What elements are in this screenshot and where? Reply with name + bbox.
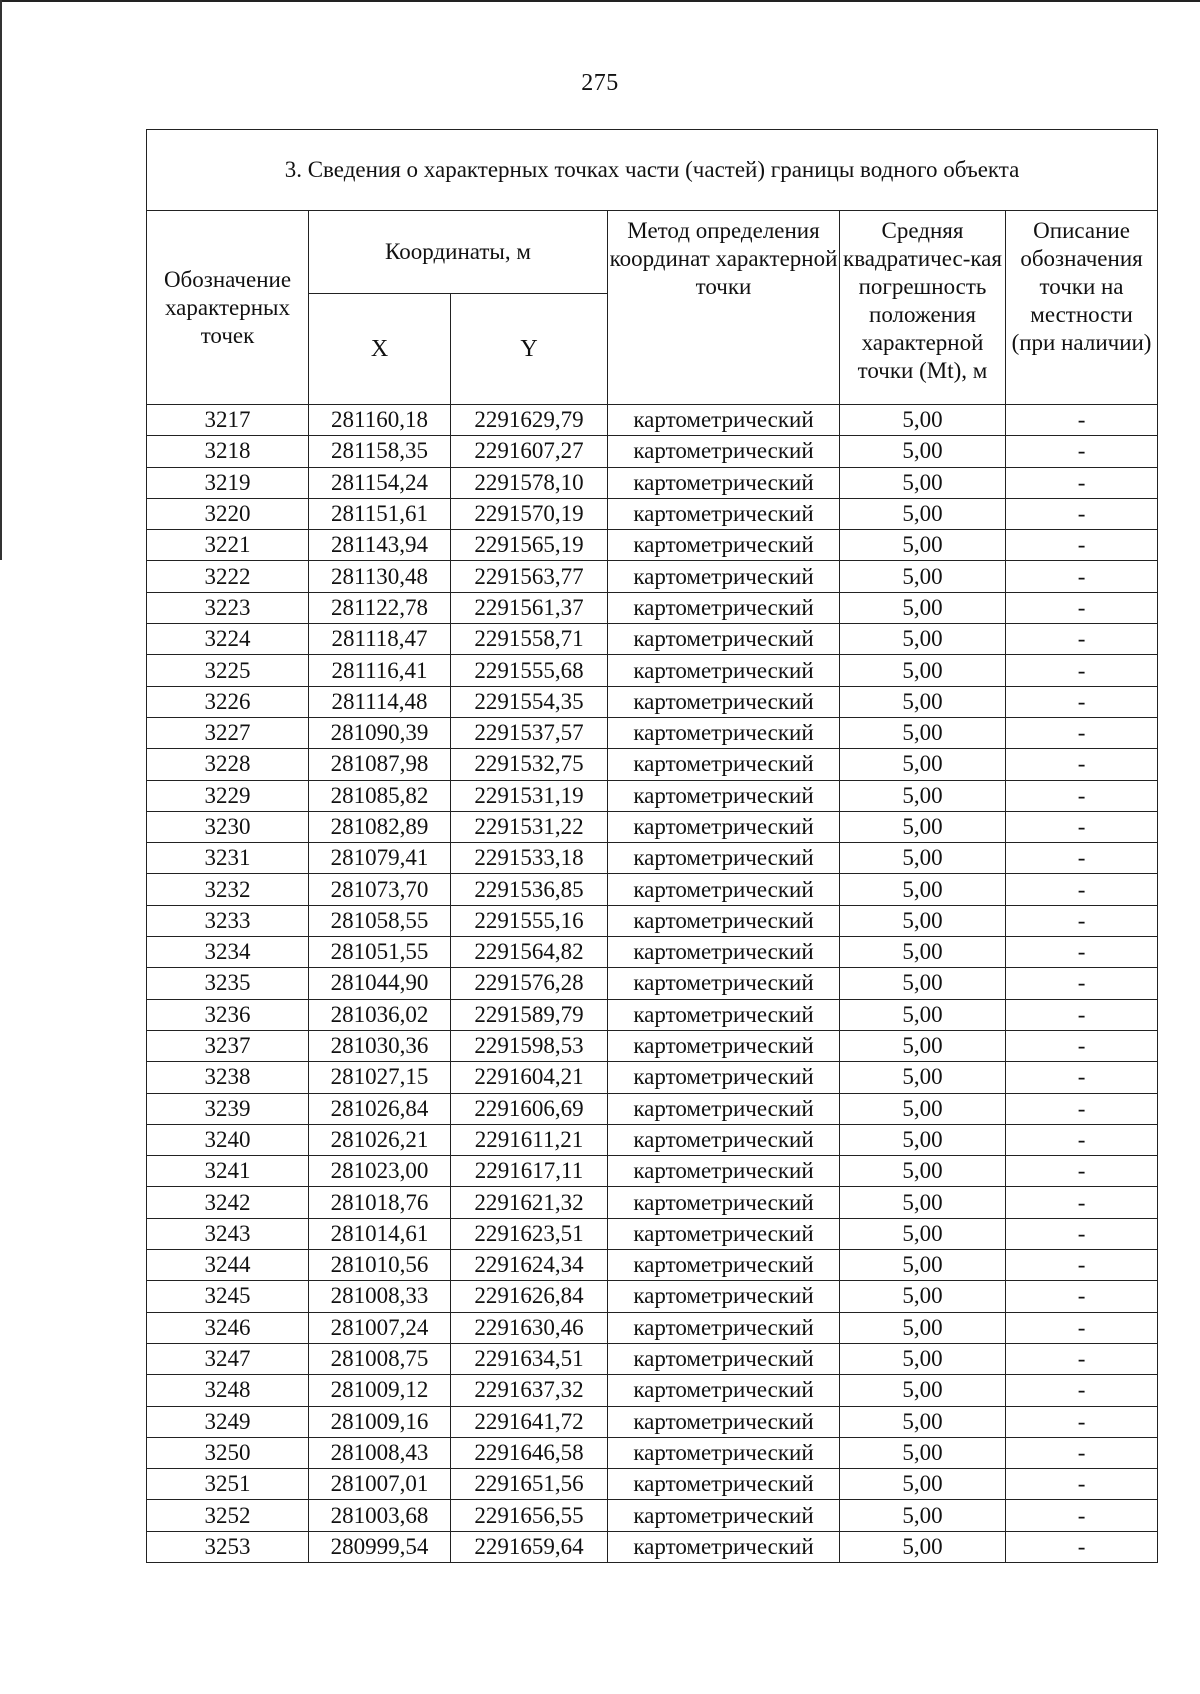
cell-x: 281003,68 bbox=[309, 1500, 451, 1531]
table-row bbox=[147, 905, 1158, 936]
cell-point: 3231 bbox=[147, 843, 309, 874]
cell-x: 281130,48 bbox=[309, 561, 451, 592]
cell-x: 281114,48 bbox=[309, 686, 451, 717]
cell-error: 5,00 bbox=[840, 780, 1006, 811]
table-body bbox=[147, 405, 1158, 1563]
table-row bbox=[147, 655, 1158, 686]
cell-description: - bbox=[1006, 1030, 1158, 1061]
cell-point: 3227 bbox=[147, 717, 309, 748]
cell-description: - bbox=[1006, 1218, 1158, 1249]
cell-method: картометрический bbox=[608, 624, 840, 655]
cell-x: 281116,41 bbox=[309, 655, 451, 686]
cell-method: картометрический bbox=[608, 436, 840, 467]
cell-y: 2291536,85 bbox=[451, 874, 608, 905]
cell-method: картометрический bbox=[608, 1343, 840, 1374]
cell-x: 281023,00 bbox=[309, 1156, 451, 1187]
table-row bbox=[147, 843, 1158, 874]
cell-method: картометрический bbox=[608, 405, 840, 436]
cell-x: 281008,43 bbox=[309, 1437, 451, 1468]
table-row bbox=[147, 999, 1158, 1030]
cell-point: 3219 bbox=[147, 467, 309, 498]
cell-error: 5,00 bbox=[840, 1187, 1006, 1218]
cell-point: 3238 bbox=[147, 1062, 309, 1093]
table-row bbox=[147, 624, 1158, 655]
cell-y: 2291537,57 bbox=[451, 717, 608, 748]
cell-description: - bbox=[1006, 592, 1158, 623]
header-x: X bbox=[309, 294, 451, 405]
cell-point: 3250 bbox=[147, 1437, 309, 1468]
page-number: 275 bbox=[581, 70, 619, 96]
cell-method: картометрический bbox=[608, 1250, 840, 1281]
cell-point: 3237 bbox=[147, 1030, 309, 1061]
cell-y: 2291624,34 bbox=[451, 1250, 608, 1281]
table-row bbox=[147, 717, 1158, 748]
cell-y: 2291626,84 bbox=[451, 1281, 608, 1312]
cell-description: - bbox=[1006, 999, 1158, 1030]
cell-description: - bbox=[1006, 1500, 1158, 1531]
cell-x: 281160,18 bbox=[309, 405, 451, 436]
cell-description: - bbox=[1006, 1156, 1158, 1187]
cell-point: 3240 bbox=[147, 1124, 309, 1155]
cell-error: 5,00 bbox=[840, 968, 1006, 999]
cell-x: 281073,70 bbox=[309, 874, 451, 905]
cell-y: 2291606,69 bbox=[451, 1093, 608, 1124]
cell-method: картометрический bbox=[608, 498, 840, 529]
cell-y: 2291659,64 bbox=[451, 1531, 608, 1562]
cell-method: картометрический bbox=[608, 1531, 840, 1562]
cell-error: 5,00 bbox=[840, 467, 1006, 498]
cell-x: 281122,78 bbox=[309, 592, 451, 623]
cell-y: 2291564,82 bbox=[451, 937, 608, 968]
cell-description: - bbox=[1006, 624, 1158, 655]
cell-error: 5,00 bbox=[840, 1124, 1006, 1155]
cell-point: 3252 bbox=[147, 1500, 309, 1531]
cell-method: картометрический bbox=[608, 811, 840, 842]
table-row bbox=[147, 1187, 1158, 1218]
cell-method: картометрический bbox=[608, 1124, 840, 1155]
cell-method: картометрический bbox=[608, 467, 840, 498]
cell-description: - bbox=[1006, 905, 1158, 936]
cell-error: 5,00 bbox=[840, 1343, 1006, 1374]
cell-error: 5,00 bbox=[840, 1281, 1006, 1312]
cell-description: - bbox=[1006, 717, 1158, 748]
cell-x: 281158,35 bbox=[309, 436, 451, 467]
cell-x: 281058,55 bbox=[309, 905, 451, 936]
table-row bbox=[147, 1531, 1158, 1562]
cell-method: картометрический bbox=[608, 843, 840, 874]
cell-y: 2291634,51 bbox=[451, 1343, 608, 1374]
cell-y: 2291630,46 bbox=[451, 1312, 608, 1343]
cell-error: 5,00 bbox=[840, 436, 1006, 467]
cell-description: - bbox=[1006, 1312, 1158, 1343]
table-row bbox=[147, 1093, 1158, 1124]
section-title: 3. Сведения о характерных точках части (частей) границы водного объекта bbox=[147, 130, 1158, 211]
cell-y: 2291563,77 bbox=[451, 561, 608, 592]
table-row bbox=[147, 592, 1158, 623]
cell-error: 5,00 bbox=[840, 999, 1006, 1030]
cell-description: - bbox=[1006, 1187, 1158, 1218]
cell-x: 281008,33 bbox=[309, 1281, 451, 1312]
cell-y: 2291651,56 bbox=[451, 1469, 608, 1500]
cell-y: 2291637,32 bbox=[451, 1375, 608, 1406]
cell-x: 281030,36 bbox=[309, 1030, 451, 1061]
cell-x: 281010,56 bbox=[309, 1250, 451, 1281]
header-method: Метод определения координат характерной точки bbox=[608, 211, 840, 405]
cell-error: 5,00 bbox=[840, 1406, 1006, 1437]
cell-description: - bbox=[1006, 1469, 1158, 1500]
table-row bbox=[147, 1500, 1158, 1531]
cell-description: - bbox=[1006, 1437, 1158, 1468]
table-row bbox=[147, 1375, 1158, 1406]
cell-point: 3243 bbox=[147, 1218, 309, 1249]
cell-error: 5,00 bbox=[840, 498, 1006, 529]
cell-y: 2291629,79 bbox=[451, 405, 608, 436]
cell-x: 281026,84 bbox=[309, 1093, 451, 1124]
cell-y: 2291555,16 bbox=[451, 905, 608, 936]
cell-description: - bbox=[1006, 561, 1158, 592]
cell-y: 2291554,35 bbox=[451, 686, 608, 717]
cell-error: 5,00 bbox=[840, 561, 1006, 592]
cell-error: 5,00 bbox=[840, 1218, 1006, 1249]
cell-description: - bbox=[1006, 843, 1158, 874]
cell-description: - bbox=[1006, 749, 1158, 780]
cell-error: 5,00 bbox=[840, 592, 1006, 623]
header-description: Описание обозначения точки на местности (при наличии) bbox=[1006, 211, 1158, 405]
table-row bbox=[147, 968, 1158, 999]
cell-y: 2291611,21 bbox=[451, 1124, 608, 1155]
cell-point: 3226 bbox=[147, 686, 309, 717]
cell-method: картометрический bbox=[608, 1187, 840, 1218]
cell-description: - bbox=[1006, 1406, 1158, 1437]
cell-error: 5,00 bbox=[840, 717, 1006, 748]
cell-x: 281151,61 bbox=[309, 498, 451, 529]
cell-method: картометрический bbox=[608, 968, 840, 999]
cell-description: - bbox=[1006, 655, 1158, 686]
cell-y: 2291656,55 bbox=[451, 1500, 608, 1531]
cell-y: 2291532,75 bbox=[451, 749, 608, 780]
cell-point: 3224 bbox=[147, 624, 309, 655]
cell-description: - bbox=[1006, 937, 1158, 968]
cell-point: 3248 bbox=[147, 1375, 309, 1406]
cell-point: 3251 bbox=[147, 1469, 309, 1500]
cell-method: картометрический bbox=[608, 1062, 840, 1093]
cell-method: картометрический bbox=[608, 1406, 840, 1437]
cell-point: 3222 bbox=[147, 561, 309, 592]
cell-x: 281009,16 bbox=[309, 1406, 451, 1437]
cell-error: 5,00 bbox=[840, 1500, 1006, 1531]
cell-description: - bbox=[1006, 811, 1158, 842]
cell-x: 281051,55 bbox=[309, 937, 451, 968]
header-point-label: Обозначение характерных точек bbox=[147, 211, 309, 405]
table-row bbox=[147, 874, 1158, 905]
cell-method: картометрический bbox=[608, 530, 840, 561]
cell-point: 3242 bbox=[147, 1187, 309, 1218]
cell-method: картометрический bbox=[608, 937, 840, 968]
cell-point: 3253 bbox=[147, 1531, 309, 1562]
table-row bbox=[147, 686, 1158, 717]
cell-y: 2291570,19 bbox=[451, 498, 608, 529]
cell-error: 5,00 bbox=[840, 1312, 1006, 1343]
cell-x: 281085,82 bbox=[309, 780, 451, 811]
cell-point: 3233 bbox=[147, 905, 309, 936]
cell-x: 281118,47 bbox=[309, 624, 451, 655]
table-row bbox=[147, 498, 1158, 529]
cell-y: 2291558,71 bbox=[451, 624, 608, 655]
cell-error: 5,00 bbox=[840, 655, 1006, 686]
cell-error: 5,00 bbox=[840, 874, 1006, 905]
cell-description: - bbox=[1006, 467, 1158, 498]
cell-error: 5,00 bbox=[840, 1156, 1006, 1187]
cell-method: картометрический bbox=[608, 1469, 840, 1500]
cell-point: 3244 bbox=[147, 1250, 309, 1281]
cell-point: 3220 bbox=[147, 498, 309, 529]
table-row bbox=[147, 1156, 1158, 1187]
cell-error: 5,00 bbox=[840, 686, 1006, 717]
cell-x: 281007,01 bbox=[309, 1469, 451, 1500]
table-row bbox=[147, 1281, 1158, 1312]
cell-point: 3223 bbox=[147, 592, 309, 623]
table-row bbox=[147, 1250, 1158, 1281]
cell-point: 3247 bbox=[147, 1343, 309, 1374]
cell-x: 281009,12 bbox=[309, 1375, 451, 1406]
cell-description: - bbox=[1006, 1531, 1158, 1562]
cell-y: 2291565,19 bbox=[451, 530, 608, 561]
cell-x: 281090,39 bbox=[309, 717, 451, 748]
cell-y: 2291617,11 bbox=[451, 1156, 608, 1187]
cell-point: 3229 bbox=[147, 780, 309, 811]
cell-y: 2291641,72 bbox=[451, 1406, 608, 1437]
cell-x: 281027,15 bbox=[309, 1062, 451, 1093]
table-row bbox=[147, 1062, 1158, 1093]
cell-error: 5,00 bbox=[840, 1469, 1006, 1500]
cell-point: 3228 bbox=[147, 749, 309, 780]
cell-x: 281154,24 bbox=[309, 467, 451, 498]
section-title-row bbox=[147, 130, 1158, 211]
cell-method: картометрический bbox=[608, 1218, 840, 1249]
header-coordinates: Координаты, м bbox=[309, 211, 608, 294]
table-row bbox=[147, 1343, 1158, 1374]
scan-edge-top bbox=[0, 0, 1200, 2]
cell-method: картометрический bbox=[608, 561, 840, 592]
cell-x: 281044,90 bbox=[309, 968, 451, 999]
cell-description: - bbox=[1006, 1343, 1158, 1374]
cell-description: - bbox=[1006, 530, 1158, 561]
cell-error: 5,00 bbox=[840, 624, 1006, 655]
cell-point: 3235 bbox=[147, 968, 309, 999]
cell-y: 2291531,19 bbox=[451, 780, 608, 811]
cell-y: 2291607,27 bbox=[451, 436, 608, 467]
cell-method: картометрический bbox=[608, 717, 840, 748]
cell-x: 281007,24 bbox=[309, 1312, 451, 1343]
cell-description: - bbox=[1006, 1281, 1158, 1312]
cell-error: 5,00 bbox=[840, 1093, 1006, 1124]
header-row bbox=[147, 211, 1158, 294]
cell-method: картометрический bbox=[608, 780, 840, 811]
cell-point: 3230 bbox=[147, 811, 309, 842]
header-y: Y bbox=[451, 294, 608, 405]
cell-point: 3236 bbox=[147, 999, 309, 1030]
cell-x: 280999,54 bbox=[309, 1531, 451, 1562]
cell-y: 2291533,18 bbox=[451, 843, 608, 874]
cell-description: - bbox=[1006, 874, 1158, 905]
cell-method: картометрический bbox=[608, 749, 840, 780]
table-row bbox=[147, 780, 1158, 811]
cell-method: картометрический bbox=[608, 1500, 840, 1531]
cell-x: 281014,61 bbox=[309, 1218, 451, 1249]
cell-x: 281087,98 bbox=[309, 749, 451, 780]
table-row bbox=[147, 467, 1158, 498]
table-row bbox=[147, 937, 1158, 968]
cell-x: 281036,02 bbox=[309, 999, 451, 1030]
table-row bbox=[147, 1312, 1158, 1343]
cell-error: 5,00 bbox=[840, 937, 1006, 968]
cell-y: 2291623,51 bbox=[451, 1218, 608, 1249]
cell-x: 281079,41 bbox=[309, 843, 451, 874]
cell-point: 3246 bbox=[147, 1312, 309, 1343]
cell-error: 5,00 bbox=[840, 530, 1006, 561]
cell-description: - bbox=[1006, 405, 1158, 436]
cell-x: 281082,89 bbox=[309, 811, 451, 842]
cell-method: картометрический bbox=[608, 1281, 840, 1312]
table-row bbox=[147, 1406, 1158, 1437]
cell-method: картометрический bbox=[608, 1437, 840, 1468]
cell-error: 5,00 bbox=[840, 905, 1006, 936]
cell-method: картометрический bbox=[608, 655, 840, 686]
cell-point: 3249 bbox=[147, 1406, 309, 1437]
cell-description: - bbox=[1006, 1375, 1158, 1406]
cell-method: картометрический bbox=[608, 592, 840, 623]
cell-point: 3225 bbox=[147, 655, 309, 686]
cell-y: 2291561,37 bbox=[451, 592, 608, 623]
cell-y: 2291576,28 bbox=[451, 968, 608, 999]
cell-y: 2291531,22 bbox=[451, 811, 608, 842]
cell-description: - bbox=[1006, 498, 1158, 529]
cell-description: - bbox=[1006, 1062, 1158, 1093]
cell-error: 5,00 bbox=[840, 843, 1006, 874]
cell-error: 5,00 bbox=[840, 1030, 1006, 1061]
cell-point: 3245 bbox=[147, 1281, 309, 1312]
cell-description: - bbox=[1006, 968, 1158, 999]
cell-y: 2291589,79 bbox=[451, 999, 608, 1030]
cell-point: 3239 bbox=[147, 1093, 309, 1124]
cell-x: 281143,94 bbox=[309, 530, 451, 561]
table-row bbox=[147, 811, 1158, 842]
cell-method: картометрический bbox=[608, 1156, 840, 1187]
cell-description: - bbox=[1006, 686, 1158, 717]
cell-method: картометрический bbox=[608, 1312, 840, 1343]
cell-point: 3234 bbox=[147, 937, 309, 968]
cell-method: картометрический bbox=[608, 1030, 840, 1061]
cell-y: 2291555,68 bbox=[451, 655, 608, 686]
table-row bbox=[147, 1218, 1158, 1249]
cell-error: 5,00 bbox=[840, 811, 1006, 842]
cell-y: 2291604,21 bbox=[451, 1062, 608, 1093]
table-row bbox=[147, 1469, 1158, 1500]
cell-description: - bbox=[1006, 1124, 1158, 1155]
header-error: Средняя квадратичес-кая погрешность положения характерной точки (Mt), м bbox=[840, 211, 1006, 405]
cell-error: 5,00 bbox=[840, 1375, 1006, 1406]
table-row bbox=[147, 405, 1158, 436]
cell-error: 5,00 bbox=[840, 1250, 1006, 1281]
boundary-points-table bbox=[146, 129, 1158, 1563]
cell-method: картометрический bbox=[608, 874, 840, 905]
table-row bbox=[147, 1437, 1158, 1468]
cell-point: 3221 bbox=[147, 530, 309, 561]
table-row bbox=[147, 1124, 1158, 1155]
cell-point: 3241 bbox=[147, 1156, 309, 1187]
cell-error: 5,00 bbox=[840, 749, 1006, 780]
cell-x: 281026,21 bbox=[309, 1124, 451, 1155]
cell-description: - bbox=[1006, 1250, 1158, 1281]
table-row bbox=[147, 436, 1158, 467]
cell-method: картометрический bbox=[608, 905, 840, 936]
cell-x: 281018,76 bbox=[309, 1187, 451, 1218]
cell-point: 3217 bbox=[147, 405, 309, 436]
cell-method: картометрический bbox=[608, 1093, 840, 1124]
cell-y: 2291598,53 bbox=[451, 1030, 608, 1061]
cell-x: 281008,75 bbox=[309, 1343, 451, 1374]
cell-description: - bbox=[1006, 780, 1158, 811]
cell-y: 2291621,32 bbox=[451, 1187, 608, 1218]
cell-description: - bbox=[1006, 1093, 1158, 1124]
cell-error: 5,00 bbox=[840, 1437, 1006, 1468]
cell-error: 5,00 bbox=[840, 1531, 1006, 1562]
table-row bbox=[147, 749, 1158, 780]
cell-point: 3218 bbox=[147, 436, 309, 467]
cell-description: - bbox=[1006, 436, 1158, 467]
table-row bbox=[147, 1030, 1158, 1061]
cell-y: 2291646,58 bbox=[451, 1437, 608, 1468]
cell-method: картометрический bbox=[608, 686, 840, 717]
cell-error: 5,00 bbox=[840, 405, 1006, 436]
cell-method: картометрический bbox=[608, 999, 840, 1030]
cell-error: 5,00 bbox=[840, 1062, 1006, 1093]
cell-point: 3232 bbox=[147, 874, 309, 905]
cell-y: 2291578,10 bbox=[451, 467, 608, 498]
cell-method: картометрический bbox=[608, 1375, 840, 1406]
table-row bbox=[147, 530, 1158, 561]
table-row bbox=[147, 561, 1158, 592]
